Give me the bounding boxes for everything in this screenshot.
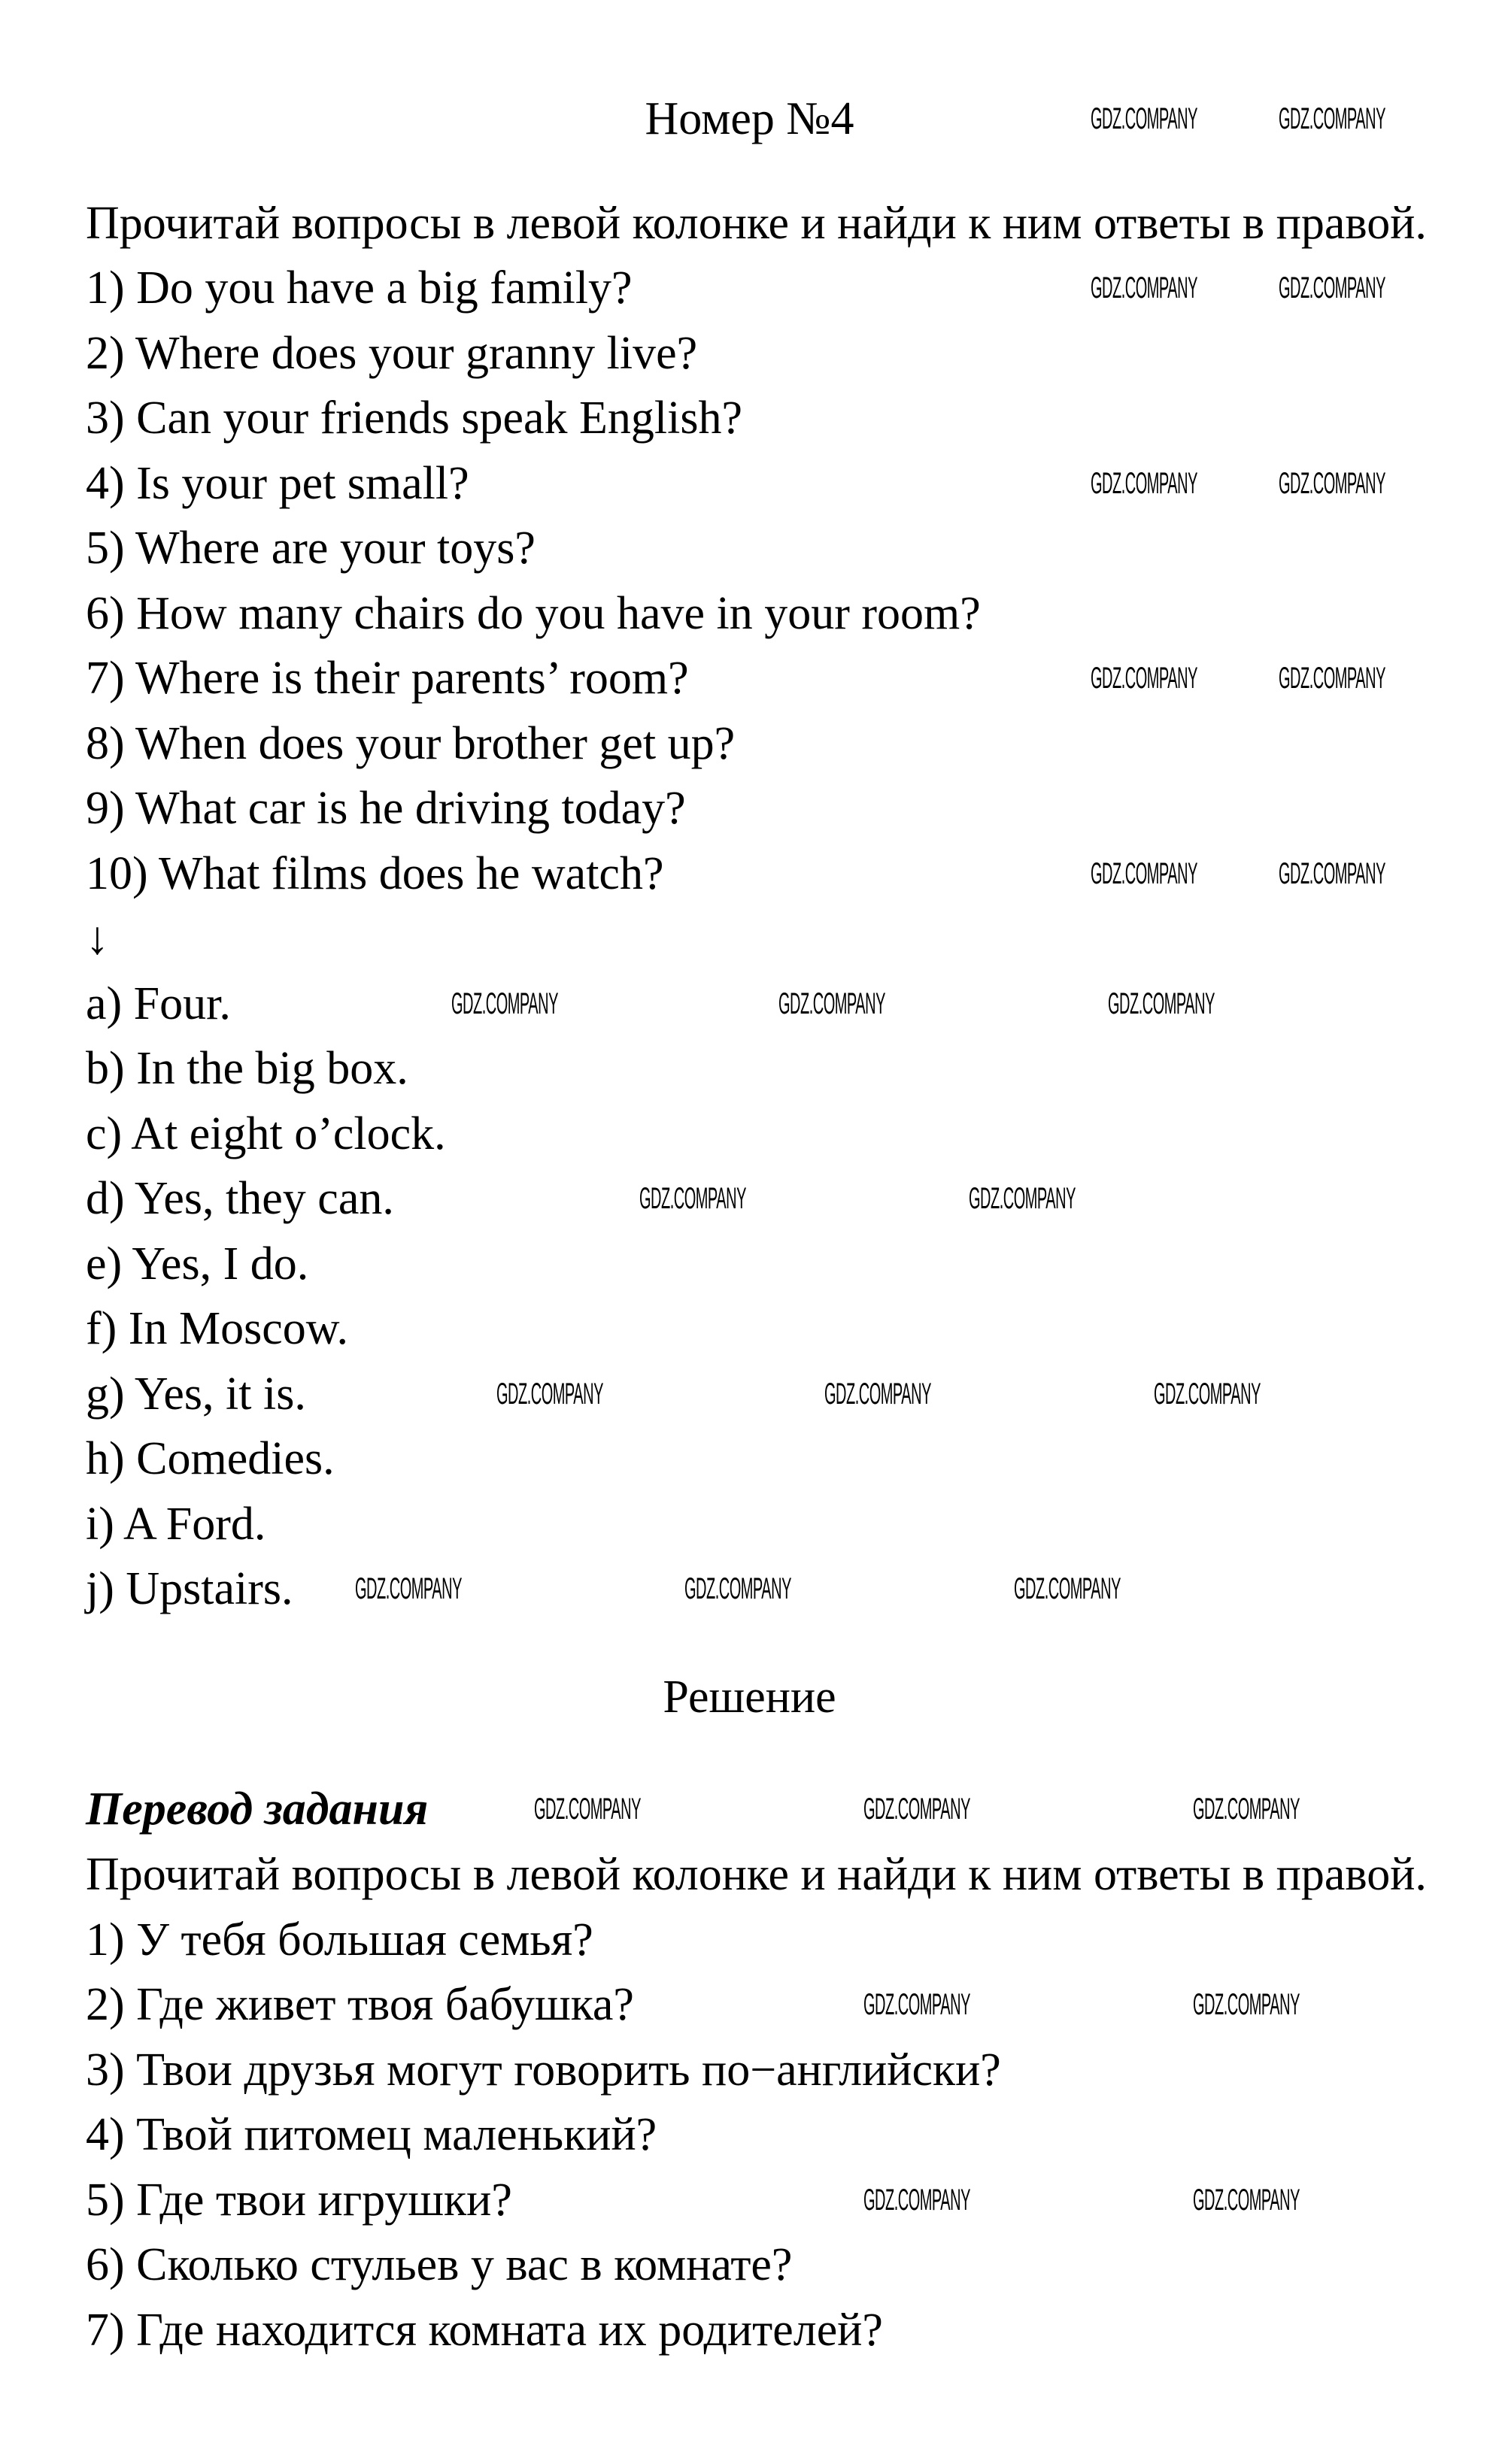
question-item: 6) How many chairs do you have in your room? bbox=[86, 588, 981, 639]
answer-item: b) In the big box. bbox=[86, 1043, 408, 1094]
watermark: GDZ.COMPANY bbox=[1091, 271, 1197, 305]
answer-item: d) Yes, they can. bbox=[86, 1173, 394, 1224]
answer-item: i) A Ford. bbox=[86, 1499, 266, 1550]
answer-item: f) In Moscow. bbox=[86, 1303, 348, 1354]
title: Номер №4 bbox=[645, 93, 854, 144]
translation-item: 5) Где твои игрушки? bbox=[86, 2175, 512, 2226]
watermark: GDZ.COMPANY bbox=[639, 1182, 746, 1215]
watermark: GDZ.COMPANY bbox=[1154, 1377, 1261, 1411]
question-item: 1) Do you have a big family? bbox=[86, 262, 633, 314]
watermark: GDZ.COMPANY bbox=[1193, 2184, 1300, 2217]
question-item: 2) Where does your granny live? bbox=[86, 328, 698, 379]
watermark: GDZ.COMPANY bbox=[1091, 662, 1197, 695]
watermark: GDZ.COMPANY bbox=[1279, 102, 1385, 135]
translation-item: 3) Твои друзья могут говорить по−английски? bbox=[86, 2044, 1001, 2096]
watermark: GDZ.COMPANY bbox=[1091, 102, 1197, 135]
watermark: GDZ.COMPANY bbox=[1279, 467, 1385, 500]
watermark: GDZ.COMPANY bbox=[863, 1988, 970, 2021]
watermark: GDZ.COMPANY bbox=[1279, 662, 1385, 695]
watermark: GDZ.COMPANY bbox=[534, 1793, 641, 1826]
watermark: GDZ.COMPANY bbox=[1108, 987, 1215, 1020]
watermark: GDZ.COMPANY bbox=[863, 2184, 970, 2217]
watermark: GDZ.COMPANY bbox=[969, 1182, 1076, 1215]
watermark: GDZ.COMPANY bbox=[1091, 467, 1197, 500]
solution-heading: Решение bbox=[663, 1671, 836, 1723]
translation-item: 4) Твой питомец маленький? bbox=[86, 2109, 657, 2160]
translation-instruction: Прочитай вопросы в левой колонке и найди к ним ответы в правой. bbox=[86, 1849, 1427, 1900]
answer-item: e) Yes, I do. bbox=[86, 1238, 309, 1290]
translation-item: 7) Где находится комната их родителей? bbox=[86, 2305, 883, 2356]
down-arrow-icon: ↓ bbox=[86, 913, 109, 964]
watermark: GDZ.COMPANY bbox=[684, 1572, 791, 1605]
watermark: GDZ.COMPANY bbox=[1091, 857, 1197, 890]
watermark: GDZ.COMPANY bbox=[1279, 271, 1385, 305]
watermark: GDZ.COMPANY bbox=[1193, 1793, 1300, 1826]
watermark: GDZ.COMPANY bbox=[451, 987, 558, 1020]
watermark: GDZ.COMPANY bbox=[1014, 1572, 1121, 1605]
question-item: 9) What car is he driving today? bbox=[86, 783, 686, 834]
answer-item: j) Upstairs. bbox=[86, 1563, 293, 1614]
watermark: GDZ.COMPANY bbox=[1193, 1988, 1300, 2021]
instruction: Прочитай вопросы в левой колонке и найди к ним ответы в правой. bbox=[86, 198, 1427, 249]
question-item: 10) What films does he watch? bbox=[86, 848, 664, 899]
question-item: 8) When does your brother get up? bbox=[86, 718, 736, 769]
question-item: 7) Where is their parents’ room? bbox=[86, 653, 689, 704]
translation-item: 2) Где живет твоя бабушка? bbox=[86, 1979, 634, 2030]
watermark: GDZ.COMPANY bbox=[824, 1377, 931, 1411]
question-item: 3) Can your friends speak English? bbox=[86, 392, 742, 444]
watermark: GDZ.COMPANY bbox=[355, 1572, 462, 1605]
answer-item: g) Yes, it is. bbox=[86, 1368, 306, 1420]
translation-heading: Перевод задания bbox=[86, 1784, 429, 1835]
watermark: GDZ.COMPANY bbox=[1279, 857, 1385, 890]
watermark: GDZ.COMPANY bbox=[496, 1377, 603, 1411]
question-item: 4) Is your pet small? bbox=[86, 458, 469, 509]
answer-item: a) Four. bbox=[86, 978, 231, 1029]
answer-item: c) At eight o’clock. bbox=[86, 1108, 446, 1159]
question-item: 5) Where are your toys? bbox=[86, 523, 536, 574]
answer-item: h) Comedies. bbox=[86, 1433, 335, 1484]
translation-item: 1) У тебя большая семья? bbox=[86, 1914, 593, 1965]
watermark: GDZ.COMPANY bbox=[863, 1793, 970, 1826]
watermark: GDZ.COMPANY bbox=[778, 987, 885, 1020]
translation-item: 6) Сколько стульев у вас в комнате? bbox=[86, 2239, 793, 2290]
